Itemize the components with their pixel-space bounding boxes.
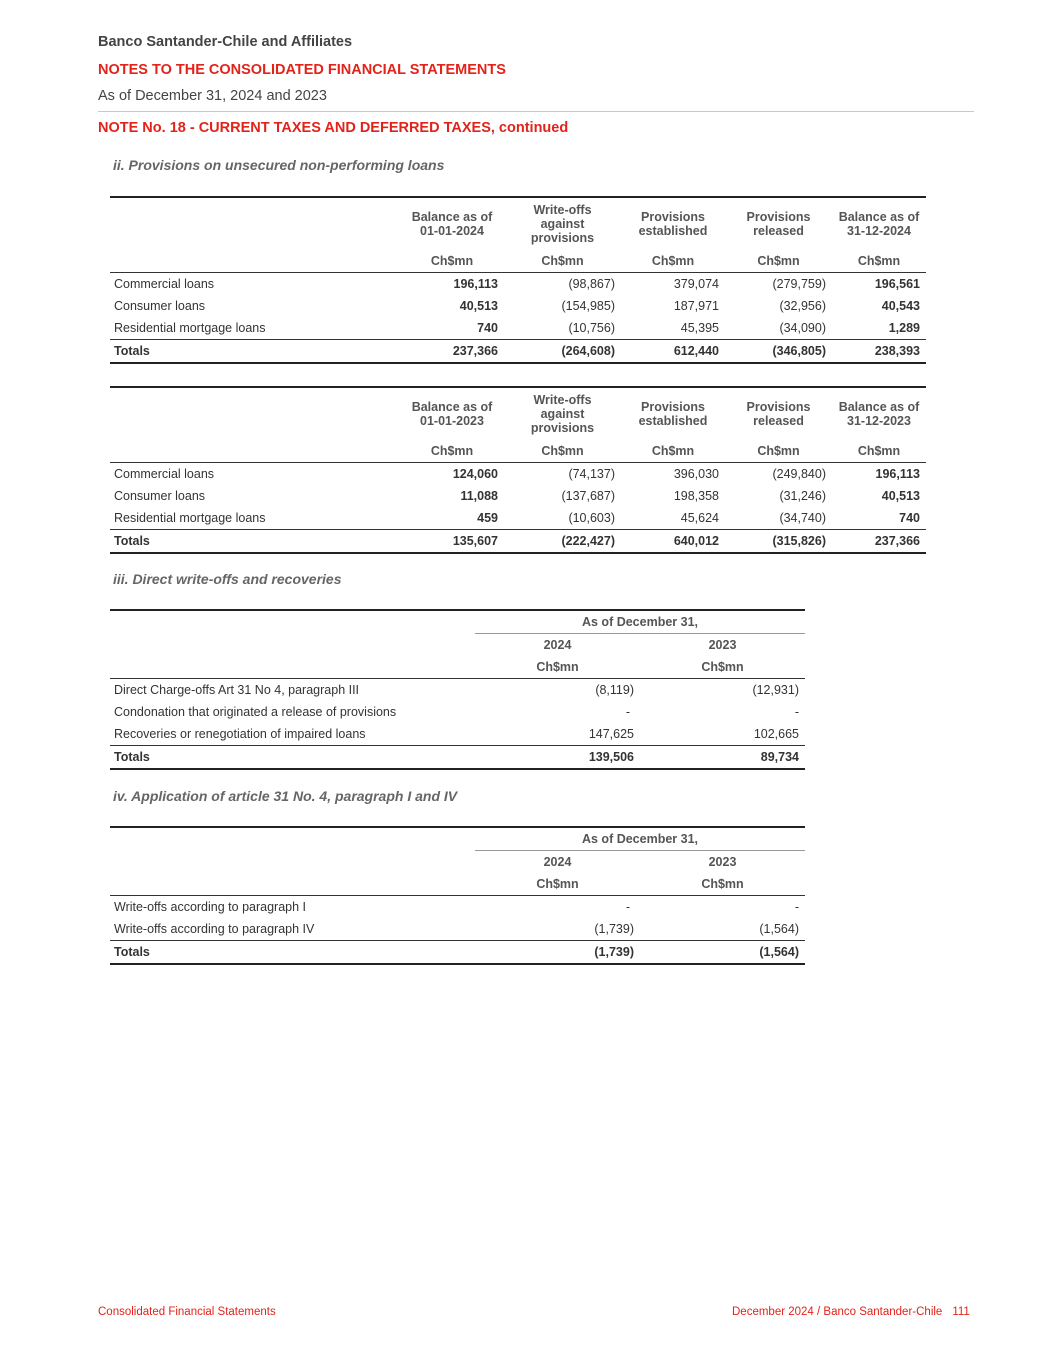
- total-value: (264,608): [504, 340, 621, 364]
- header-text: Write-offs against provisions: [530, 203, 595, 245]
- cell-value: 196,113: [453, 277, 498, 291]
- row-label: Write-offs according to paragraph IV: [114, 922, 315, 936]
- totals-row: [110, 746, 805, 770]
- cell-value: 11,088: [460, 489, 498, 503]
- total-value: 640,012: [621, 530, 725, 554]
- header-text: Write-offs against provisions: [530, 393, 595, 435]
- unit-label: Ch$mn: [640, 873, 805, 896]
- col-header-balance-close: [832, 197, 926, 250]
- unit-label: Ch$mn: [621, 440, 725, 463]
- header-blank: [110, 851, 475, 874]
- company-name: Banco Santander-Chile and Affiliates: [98, 34, 353, 50]
- table-row: [110, 273, 926, 296]
- unit-label: Ch$mn: [475, 873, 640, 896]
- header-text: Provisions established: [638, 210, 708, 238]
- unit-label: Ch$mn: [832, 440, 926, 463]
- cell-value: 40,513: [459, 299, 498, 313]
- unit-label: Ch$mn: [621, 250, 725, 273]
- header-text: Balance as of 31-12-2023: [838, 400, 920, 428]
- group-header: As of December 31,: [475, 827, 805, 851]
- header-text: Provisions released: [746, 400, 811, 428]
- total-value: (1,564): [640, 941, 805, 965]
- unit-label: Ch$mn: [475, 656, 640, 679]
- table-row: [110, 679, 805, 702]
- row-label: Condonation that originated a release of provisions: [114, 705, 397, 719]
- cell-value: -: [625, 900, 630, 914]
- table-row: [110, 896, 805, 919]
- table-row: [110, 507, 926, 530]
- unit-label: Ch$mn: [400, 440, 504, 463]
- year-header: 2023: [708, 855, 737, 869]
- col-header-writeoffs: [504, 387, 621, 440]
- cell-value: 124,060: [452, 467, 498, 481]
- provisions-table-2024: [110, 196, 926, 364]
- cell-value: 187,971: [673, 299, 719, 313]
- col-header-released: [725, 197, 832, 250]
- cell-value: 45,624: [680, 511, 719, 525]
- unit-label: Ch$mn: [640, 656, 805, 679]
- header-divider: [98, 111, 974, 112]
- totals-label: Totals: [110, 340, 400, 364]
- cell-value: 1,289: [888, 321, 920, 335]
- row-label: Commercial loans: [114, 467, 215, 481]
- cell-value: (8,119): [595, 683, 634, 697]
- total-value: 139,506: [475, 746, 640, 770]
- cell-value: 198,358: [673, 489, 719, 503]
- header-text: Balance as of 31-12-2024: [838, 210, 920, 238]
- unit-blank: [110, 873, 475, 896]
- cell-value: (34,740): [779, 511, 826, 525]
- col-header-balance-open: [400, 197, 504, 250]
- cell-value: 45,395: [680, 321, 719, 335]
- provisions-table-2023: [110, 386, 926, 554]
- totals-row: [110, 340, 926, 364]
- table-row: [110, 463, 926, 486]
- report-date: As of December 31, 2024 and 2023: [98, 88, 327, 104]
- row-label: Consumer loans: [114, 299, 206, 313]
- footer-document-name: Consolidated Financial Statements: [98, 1306, 276, 1318]
- cell-value: 40,513: [881, 489, 920, 503]
- unit-label: Ch$mn: [504, 250, 621, 273]
- notes-title: NOTES TO THE CONSOLIDATED FINANCIAL STATEMENTS: [98, 62, 506, 78]
- total-value: (222,427): [504, 530, 621, 554]
- row-label: Residential mortgage loans: [114, 321, 266, 335]
- unit-label: Ch$mn: [725, 440, 832, 463]
- total-value: 238,393: [832, 340, 926, 364]
- totals-label: Totals: [110, 530, 400, 554]
- table-row: [110, 295, 926, 317]
- group-header: As of December 31,: [475, 610, 805, 634]
- year-header: 2024: [543, 855, 572, 869]
- article-31-table: [110, 826, 805, 965]
- cell-value: 147,625: [588, 727, 634, 741]
- cell-value: 459: [477, 511, 498, 525]
- totals-row: [110, 530, 926, 554]
- col-header-established: [621, 197, 725, 250]
- header-text: Balance as of 01-01-2024: [411, 210, 493, 238]
- section-ii-title: ii. Provisions on unsecured non-performing loans: [113, 157, 445, 173]
- cell-value: (31,246): [779, 489, 826, 503]
- col-header-balance-open: [400, 387, 504, 440]
- col-header-balance-close: [832, 387, 926, 440]
- section-iii-title: iii. Direct write-offs and recoveries: [113, 571, 342, 587]
- total-value: 89,734: [640, 746, 805, 770]
- section-iv-title: iv. Application of article 31 No. 4, paragraph I and IV: [113, 788, 458, 804]
- cell-value: 102,665: [753, 727, 799, 741]
- footer-report-info: [732, 1306, 970, 1318]
- cell-value: (10,756): [568, 321, 615, 335]
- cell-value: (98,867): [568, 277, 615, 291]
- table-row: [110, 317, 926, 340]
- cell-value: 379,074: [673, 277, 719, 291]
- col-header-established: [621, 387, 725, 440]
- total-value: 135,607: [400, 530, 504, 554]
- unit-label: Ch$mn: [832, 250, 926, 273]
- header-blank: [110, 197, 400, 250]
- direct-writeoffs-table: [110, 609, 805, 770]
- cell-value: (249,840): [772, 467, 826, 481]
- cell-value: (1,739): [594, 922, 634, 936]
- row-label: Write-offs according to paragraph I: [114, 900, 306, 914]
- unit-blank: [110, 656, 475, 679]
- table-row: [110, 485, 926, 507]
- header-blank: [110, 387, 400, 440]
- header-blank: [110, 610, 475, 634]
- total-value: (315,826): [725, 530, 832, 554]
- cell-value: -: [794, 900, 799, 914]
- table-row: [110, 918, 805, 941]
- total-value: 237,366: [832, 530, 926, 554]
- year-header: 2024: [543, 638, 572, 652]
- col-header-writeoffs: [504, 197, 621, 250]
- cell-value: (137,687): [561, 489, 615, 503]
- year-header: 2023: [708, 638, 737, 652]
- cell-value: (10,603): [568, 511, 615, 525]
- col-header-released: [725, 387, 832, 440]
- cell-value: -: [794, 705, 799, 719]
- row-label: Direct Charge-offs Art 31 No 4, paragraph III: [114, 683, 360, 697]
- cell-value: 740: [899, 511, 920, 525]
- row-label: Commercial loans: [114, 277, 215, 291]
- total-value: 237,366: [400, 340, 504, 364]
- cell-value: (74,137): [568, 467, 615, 481]
- total-value: 612,440: [621, 340, 725, 364]
- row-label: Consumer loans: [114, 489, 206, 503]
- cell-value: (32,956): [779, 299, 826, 313]
- header-blank: [110, 634, 475, 657]
- header-text: Balance as of 01-01-2023: [411, 400, 493, 428]
- page-number: 111: [952, 1306, 970, 1318]
- total-value: (1,739): [475, 941, 640, 965]
- footer-report-label: December 2024 / Banco Santander-Chile: [732, 1306, 943, 1318]
- cell-value: (1,564): [759, 922, 799, 936]
- cell-value: -: [625, 705, 630, 719]
- cell-value: 196,113: [875, 467, 920, 481]
- cell-value: (12,931): [752, 683, 799, 697]
- table-row: [110, 723, 805, 746]
- cell-value: (34,090): [779, 321, 826, 335]
- header-blank: [110, 827, 475, 851]
- totals-label: Totals: [110, 746, 475, 770]
- unit-blank: [110, 440, 400, 463]
- cell-value: 740: [477, 321, 498, 335]
- totals-row: [110, 941, 805, 965]
- note-title: NOTE No. 18 - CURRENT TAXES AND DEFERRED TAXES, continued: [98, 120, 569, 136]
- cell-value: 196,561: [874, 277, 920, 291]
- table-row: [110, 701, 805, 723]
- unit-blank: [110, 250, 400, 273]
- row-label: Recoveries or renegotiation of impaired loans: [114, 727, 366, 741]
- row-label: Residential mortgage loans: [114, 511, 266, 525]
- header-text: Provisions established: [638, 400, 708, 428]
- cell-value: (279,759): [772, 277, 826, 291]
- cell-value: 40,543: [881, 299, 920, 313]
- cell-value: 396,030: [673, 467, 719, 481]
- unit-label: Ch$mn: [400, 250, 504, 273]
- total-value: (346,805): [725, 340, 832, 364]
- cell-value: (154,985): [561, 299, 615, 313]
- unit-label: Ch$mn: [504, 440, 621, 463]
- unit-label: Ch$mn: [725, 250, 832, 273]
- totals-label: Totals: [110, 941, 475, 965]
- header-text: Provisions released: [746, 210, 811, 238]
